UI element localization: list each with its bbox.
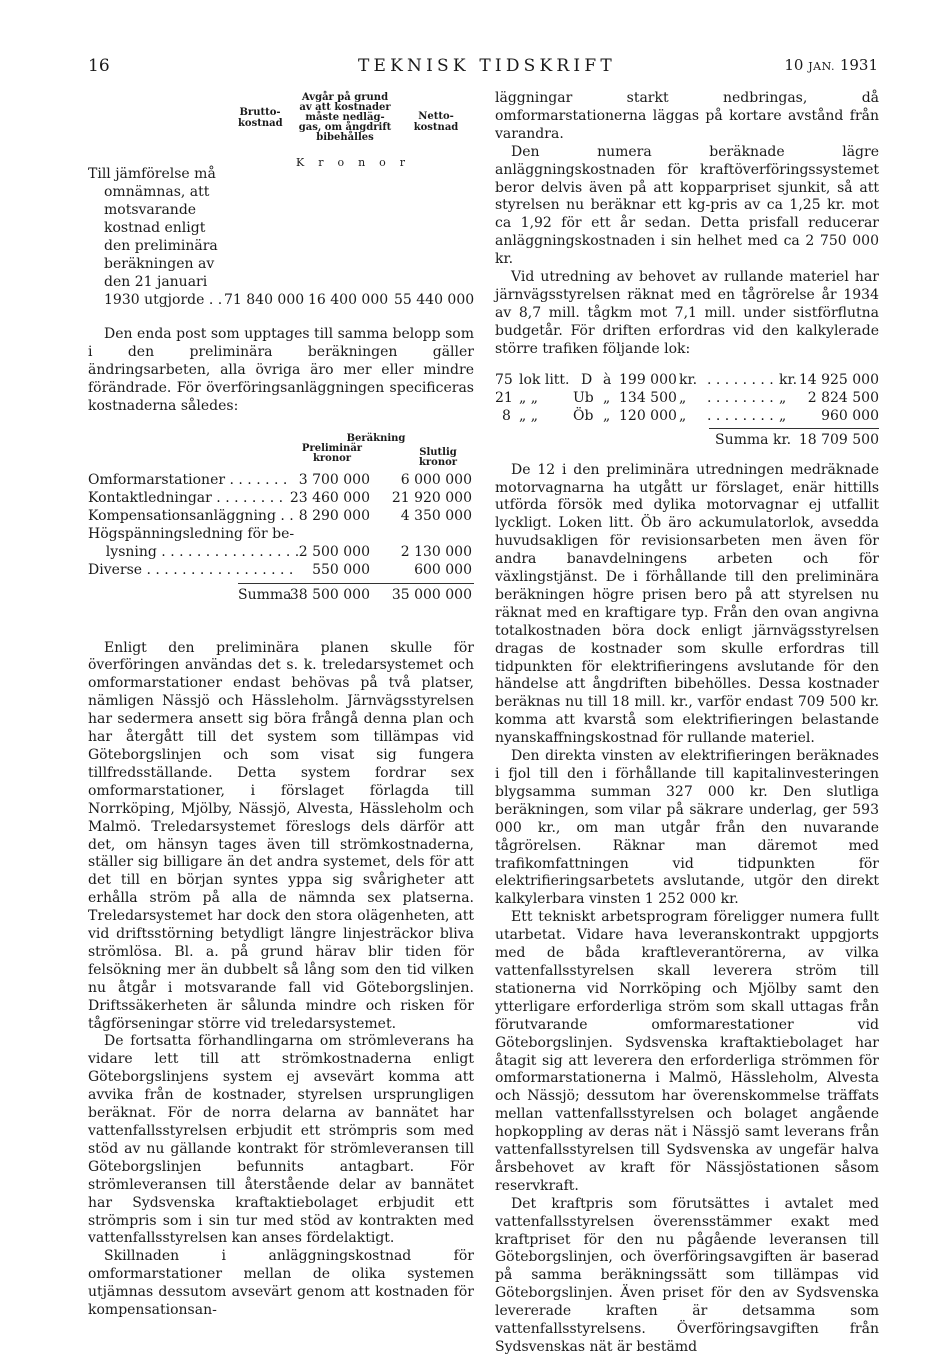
cost-row: Kompensationsanläggning . . 8 290 000 4 350 000	[88, 507, 472, 524]
paragraph: Skillnaden i anläggningskostnad för omformarstationer mellan de olika systemen utjämnas dessutom avsevärt genom att kostnaden för kompensationsan-	[88, 1248, 474, 1319]
netto-value: 55 440 000	[394, 292, 475, 308]
cost-row: Kontaktledningar . . . . . . . . 23 460 000 21 920 000	[88, 489, 472, 506]
cost-row: Högspänningsledning för be-	[88, 525, 295, 542]
paragraph: läggningar starkt nedbringas, då omformarstationerna läggas på kortare avstånd från varandra.	[495, 90, 879, 142]
paragraph: Vid utredning av behovet av rullande materiel har järnvägsstyrelsen räknat med en tågrörelse år 1934 av 8,7 mill. tågkm mot 7,1 mill. under sistförflutna budgetår. För driften erfordras vid den kalkylerade större trafiken följande lok:	[495, 269, 879, 357]
final-header: Slutlig kronor	[418, 446, 458, 468]
loco-row: 21 „ „ Ub „ 134 500 „ . . . . . . . . „ 2 824 500	[495, 389, 879, 406]
right-column	[495, 90, 879, 1357]
cost-sum-row: Summa 38 500 000 35 000 000	[238, 586, 472, 603]
journal-title: TEKNISK TIDSKRIFT	[358, 56, 616, 76]
paragraph: De 12 i den preliminära utredningen medräknade motorvagnarna ha utgått ur förslaget, enär hittills utförda försök med dylika motorvagnar ej utfallit lyckligt. Loken litt. Öb äro ackumulatorlok, avsedda huvudsakligen för revisionsarbeten men även för andra banavdelningens arbeten och för växlingstjänst. De i förhållande till den preliminära beräkningen högre prisen bero på att styrelsen nu räknat med en kraftigare typ. Från den ovan angivna totalkostnaden böra dock enligt järnvägsstyrelsen dragas de kostnader som skulle erfordras till tidpunkten för elektrifieringens avslutande för den händelse att ångdriften bibehölles. Dessa kostnader beräknas nu till 18 mill. kr., varför endast 709 500 kr. komma att kvarstå som elektrifieringen belastande nyanskaffningskostnad för rullande materiel.	[495, 461, 879, 747]
loco-row: 8 „ „ Öb „ 120 000 „ . . . . . . . . „ 960 000	[502, 407, 879, 424]
comparison-label: Till jämförelse må omnämnas, att motsvarande kostnad enligt den preliminära beräkningen av den 21 januari 1930 utgjorde . .	[88, 166, 223, 308]
date-day: 10	[784, 56, 804, 74]
left-column	[88, 88, 474, 1320]
issue-date	[784, 56, 878, 74]
paragraph: Den direkta vinsten av elektrifieringen beräknades i fjol till den i förhållande till kapitalinvesteringen blygsamma summan 327 000 kr. Den slutliga beräkningen, som vilar på säkrare underlag, ger 593 000 kr., om man utgår från den nuvarande tågrörelsen. Räknar man däremot med trafikomfattningen vid tidpunkten för elektrifieringsarbetets avslutande, utgör den direkt kalkylerbara vinsten 1 252 000 kr.	[495, 748, 879, 908]
sum-rule	[238, 583, 474, 584]
date-month: JAN.	[808, 60, 836, 73]
cost-row: lysning . . . . . . . . . . . . . . . . 2 500 000 2 130 000	[88, 543, 472, 560]
comparison-table	[88, 88, 474, 320]
cost-group-header: Beräkning	[346, 432, 406, 444]
unit-row: Kronor	[296, 156, 420, 169]
paragraph: Den enda post som upptages till samma belopp som i den preliminära beräkningen gäller ändringsarbeten, alla övriga äro mer eller mindre förändrade. För överföringsanläggningen specificeras kostnaderna således:	[88, 326, 474, 414]
cost-row: Omformarstationer . . . . . . . 3 700 000 6 000 000	[88, 471, 472, 488]
paragraph: Det kraftpris som förutsättes i avtalet med vattenfallsstyrelsen överensstämmer exakt med kraftpriset för den nu pågående leveransen till Göteborgslinjen, och överföringsavgiften är baserad på samma beräkningssätt som tillämpas vid Göteborgslinjen. Även priset för den av Sydsvenska levererade kraften är detsamma som vattenfallsstyrelsens. Överföringsavgiften från Sydsvenskas nät är bestämd	[495, 1195, 879, 1355]
date-year: 1931	[839, 56, 878, 74]
loco-sum-row: Summa kr. 18 709 500	[715, 431, 879, 448]
cost-row: Diverse . . . . . . . . . . . . . . . . . 550 000 600 000	[88, 561, 472, 578]
prelim-header: Preliminär kronor	[301, 442, 363, 464]
cost-table	[88, 430, 474, 610]
paragraph: Den numera beräknade lägre anläggningskostnaden för kraftöverföringssystemet beror delvis även på att kopparpriset sjunkit, så att styrelsen nu beräknar ett kg-pris av ca 1,25 kr. mot ca 1,92 för ett år sedan. Detta prisfall reducerar anläggningskostnaden i sin helhet med ca 2 750 000 kr.	[495, 143, 879, 268]
paragraph: Enligt den preliminära planen skulle för överföringen användas det s. k. treledarsystemet och omformarstationer endast behövas på två platser, nämligen Nässjö och Hässleholm. Järnvägsstyrelsen har sedermera ansett sig böra frångå denna plan och har återgått till det system som tillämpas vid Göteborgslinjen och som visat sig fungera tillfredsställande. Detta system fordrar sex omformarstationer, i förslaget förlagda till Norrköping, Mjölby, Nässjö, Alvesta, Hässleholm och Malmö. Treledarsystemet föreslogs dels därför att det, om hänsyn tages även till strömkostnaderna, ställer sig billigare än det andra systemet, dels för att det till en början syntes yppa sig svårigheter att erhålla ström på alla de nämnda sex platserna. Treledarsystemet har dock den stora olägenheten, att vid driftsstörning betydligt längre linjesträckor bliva strömlösa. Bl. a. på grund härav blir tiden för felsökning mer än dubbelt så lång som den tid vilken nu åtgår i motsvarande fall vid Göteborgslinjen. Driftssäkerheten är sålunda mindre och risken för tågförseningar större vid treledarsystemet.	[88, 639, 474, 1032]
loco-row: 75 lok litt. D à 199 000 kr. . . . . . . . . kr. 14 925 000	[495, 371, 879, 388]
netto-header: Netto- kostnad	[413, 111, 459, 133]
paragraph: De fortsatta förhandlingarna om strömleverans ha vidare lett till att strömkostnaderna enligt Göteborgslinjens system ej avsevärt komma att avvika från de kostnader, styrelsen ursprungligen beräknat. För de norra delarna av bannätet har vattenfallsstyrelsen erbjudit ett strömpris som med stöd av nu gällande kontrakt för strömleveransen till Göteborgslinjen befunnits antagbart. För strömleveransen till återstående delar av bannätet har Sydsvenska kraftaktiebolaget erbjudit ett strömpris som i sin tur med stöd av kontrakten med vattenfallsstyrelsen kan anses fördelaktigt.	[88, 1033, 474, 1247]
page-number: 16	[88, 56, 110, 76]
avgar-value: 16 400 000	[308, 292, 389, 308]
avgar-header: Avgår på grund av att kostnader måste nedläg- gas, om ångdrift bibehålles	[298, 92, 392, 143]
paragraph: Ett tekniskt arbetsprogram föreligger numera fullt utarbetat. Vidare hava leveranskontrakt uppgjorts med de båda kraftleverantörerna, av vilka vattenfallsstyrelsen skall leverera ström till stationerna vid Norrköping och Mjölby samt den ytterligare erforderliga ström som skall uttagas från förutvarande omformarestationer vid Göteborgslinjen. Sydsvenska kraftaktiebolaget har åtagit sig att leverera den erforderliga strömmen för omformarstationerna i Malmö, Hässleholm, Alvesta och Nässjö; dessutom har överenskommelse träffats mellan vattenfallsstyrelsen och bolaget angående hopkoppling av deras nät i Nässjö samt leverans från vattenfallsstyrelsen till Sydsvenska av ungefär halva årsbehovet av kraft för Nässjöstationen såsom reservkraft.	[495, 909, 879, 1194]
brutto-value: 71 840 000	[224, 292, 305, 308]
loco-sum-rule	[709, 428, 879, 429]
brutto-header: Brutto- kostnad	[238, 107, 283, 129]
locomotive-table	[495, 370, 879, 450]
